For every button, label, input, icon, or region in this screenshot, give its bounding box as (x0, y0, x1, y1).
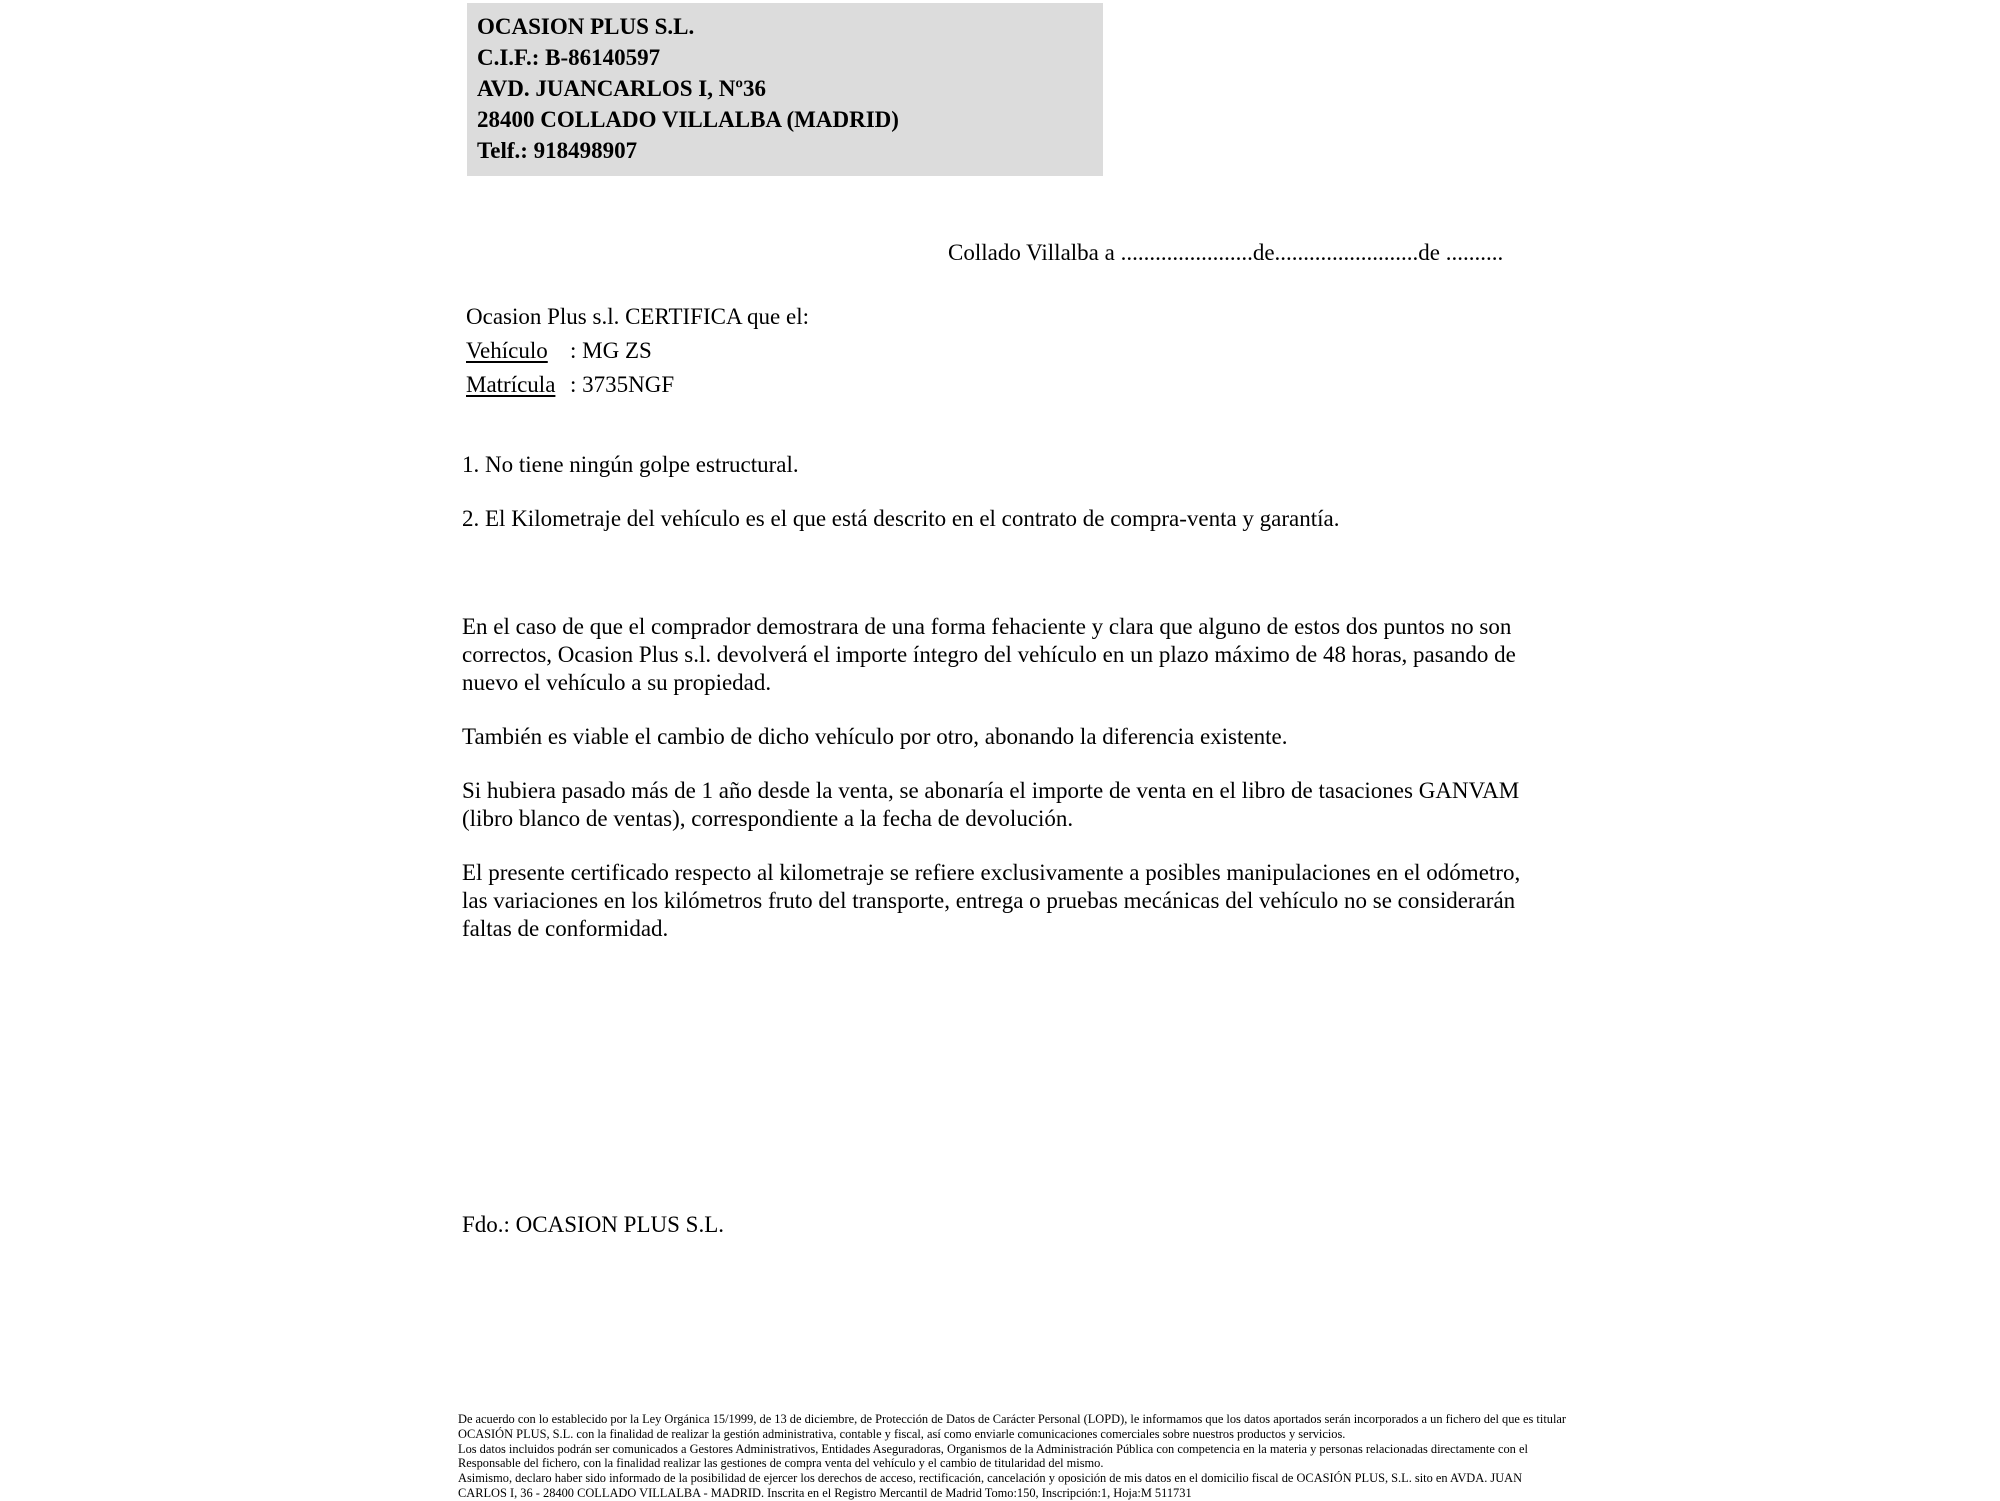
certification-block (466, 300, 809, 402)
company-phone: Telf.: 918498907 (477, 138, 638, 163)
company-name: OCASION PLUS S.L. (477, 14, 695, 39)
company-city: 28400 COLLADO VILLALBA (MADRID) (477, 107, 899, 132)
footer-line-1: De acuerdo con lo establecido por la Ley Orgánica 15/1999, de 13 de diciembre, de Protección de Datos de Carácter Personal (LOPD), le informamos que los datos aportados serán incorporados a un fichero del que es titular (458, 1412, 1567, 1426)
vehicle-row (466, 334, 809, 368)
company-header-box (467, 3, 1103, 176)
legal-footer (458, 1412, 1567, 1501)
point-item-1: 1. No tiene ningún golpe estructural. (462, 452, 799, 477)
footer-line-4: Responsable del fichero, con la finalidad realizar las gestiones de compra venta del vehículo y el cambio de titularidad del mismo. (458, 1456, 1104, 1471)
body-paragraph-ganvam: Si hubiera pasado más de 1 año desde la venta, se abonaría el importe de venta en el libro de tasaciones GANVAM (libro blanco de ventas), correspondiente a la fecha de devolución. (462, 778, 1520, 831)
plate-value: : 3735NGF (570, 372, 675, 397)
signature-line: Fdo.: OCASION PLUS S.L. (462, 1212, 724, 1237)
vehicle-value: : MG ZS (570, 338, 652, 363)
certify-intro: Ocasion Plus s.l. CERTIFICA que el: (466, 304, 809, 329)
vehicle-label: Vehículo (466, 338, 548, 363)
footer-line-6: CARLOS I, 36 - 28400 COLLADO VILLALBA - MADRID. Inscrita en el Registro Mercantil de Madrid Tomo:150, Inscripción:1, Hoja:M 511731 (458, 1485, 1192, 1500)
company-cif: C.I.F.: B-86140597 (477, 45, 661, 70)
date-line: Collado Villalba a .......................de.........................de .......... (948, 240, 1504, 265)
body-paragraph-odometer: El presente certificado respecto al kilometraje se refiere exclusivamente a posibles manipulaciones en el odómetro, las variaciones en los kilómetros fruto del transporte, entrega o pruebas mecánicas del vehículo no se considerarán faltas de conformidad. (462, 860, 1521, 941)
point-item-2: 2. El Kilometraje del vehículo es el que está descrito en el contrato de compra-venta y garantía. (462, 506, 1340, 531)
footer-line-2: OCASIÓN PLUS, S.L. con la finalidad de realizar la gestión administrativa, contable y fiscal, así como enviarle comunicaciones comerciales sobre nuestros productos y servicios. (458, 1426, 1346, 1441)
body-paragraphs (462, 613, 1547, 969)
body-paragraph-refund: En el caso de que el comprador demostrara de una forma fehaciente y clara que alguno de estos dos puntos no son correctos, Ocasion Plus s.l. devolverá el importe íntegro del vehículo en un plazo máximo de 48 horas, pasando de nuevo el vehículo a su propiedad. (462, 614, 1516, 695)
footer-line-5: Asimismo, declaro haber sido informado de la posibilidad de ejercer los derechos de acceso, rectificación, cancelación y oposición de mis datos en el domicilio fiscal de OCASIÓN PLUS, S.L. sito en AVDA. JUAN (458, 1471, 1523, 1486)
plate-label: Matrícula (466, 372, 556, 397)
company-address: AVD. JUANCARLOS I, Nº36 (477, 76, 766, 101)
body-paragraph-exchange: También es viable el cambio de dicho vehículo por otro, abonando la diferencia existente. (462, 724, 1288, 749)
plate-row (466, 368, 809, 402)
footer-line-3: Los datos incluidos podrán ser comunicados a Gestores Administrativos, Entidades Aseguradoras, Organismos de la Administración Pública con competencia en la materia y personas relacionadas directamente con el (458, 1441, 1528, 1456)
